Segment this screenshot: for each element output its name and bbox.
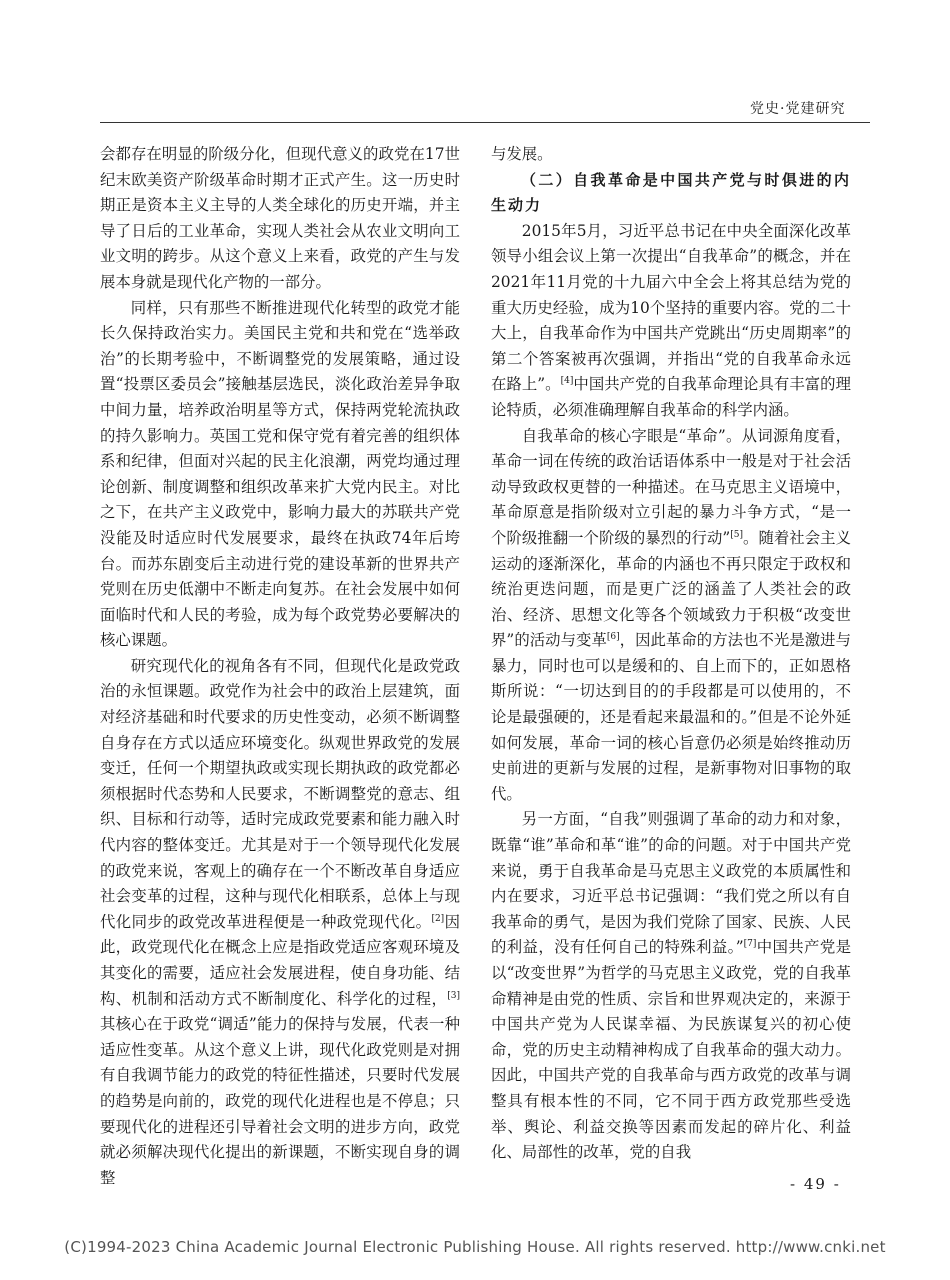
right-column [491,142,851,1166]
citation-ref[interactable]: [6] [606,632,620,643]
citation-ref[interactable]: [2] [431,913,445,924]
text-run: 中国共产党的自我革命理论具有丰富的理论特质，必须准确理解自我革命的科学内涵。 [491,375,851,419]
paragraph [491,424,851,808]
text-run: 其核心在于政党“调适”能力的保持与发展，代表一种适应性变革。从这个意义上讲，现代化政党则是对拥有自我调节能力的政党的特征性描述，只要时代发展的趋势是向前的，政党的现代化进程也是不停息；只要现代化的进程还引导着社会文明的进步方向，政党就必须解决现代化提出的新课题，不断实现自身的调整 [100,1015,460,1187]
section-heading: （二）自我革命是中国共产党与时俱进的内生动力 [491,170,851,215]
paragraph: 与发展。 [491,145,553,163]
header-divider [100,122,870,123]
citation-ref[interactable]: [3] [447,990,460,1001]
text-run: 因此，政党现代化在概念上应是指政党适应客观环境及其变化的需要，适应社会发展进程，使自身功能、结构、机制和活动方式不断制度化、科学化的过程， [100,912,460,1008]
citation-ref[interactable]: [7] [743,939,757,950]
paragraph: 同样，只有那些不断推进现代化转型的政党才能长久保持政治实力。美国民主党和共和党在“选举政治”的长期考验中，不断调整党的发展策略，通过设置“投票区委员会”接触基层选民，淡化政治差异争取中间力量，培养政治明星等方式，保持两党轮流执政的持久影响力。英国工党和保守党有着完善的组织体系和纪律，但面对兴起的民主化浪潮，两党均通过理论创新、制度调整和组织改革来扩大党内民主。对比之下，在共产主义政党中，影响力最大的苏联共产党没能及时适应时代发展要求，最终在执政74年后垮台。而苏东剧变后主动进行党的建设革新的世界共产党则在历史低潮中不断走向复苏。在社会发展中如何面临时代和人民的考验，成为每个政党势必要解决的核心课题。 [100,298,460,650]
text-run: 另一方面，“自我”则强调了革命的动力和对象，既靠“谁”革命和革“谁”的命的问题。对于中国共产党来说，勇于自我革命是马克思主义政党的本质属性和内在要求，习近平总书记强调：“我们党之所以有自我革命的勇气，是因为我们党除了国家、民族、人民的利益，没有任何自己的特殊利益。” [491,810,851,957]
paragraph [100,654,460,1191]
paragraph [491,219,851,424]
text-run: 2015年5月，习近平总书记在中央全面深化改革领导小组会议上第一次提出“自我革命”的概念，并在2021年11月党的十九届六中全会上将其总结为党的重大历史经验，成为10个坚持的重要内容。党的二十大上，自我革命作为中国共产党跳出“历史周期率”的第二个答案被再次强调，并指出“党的自我革命永远在路上”。 [491,221,851,394]
citation-ref[interactable]: [4] [560,376,574,387]
citation-ref[interactable]: [5] [730,529,743,540]
text-run: 研究现代化的视角各有不同，但现代化是政党政治的永恒课题。政党作为社会中的政治上层建筑，面对经济基础和时代要求的历史性变动，必须不断调整自身存在方式以适应环境变化。纵观世界政党的发展变迁，任何一个期望执政或实现长期执政的政党都必须根据时代态势和人民要求，不断调整党的意志、组织、目标和行动等，适时完成政党要素和能力融入时代内容的整体变迁。尤其是对于一个领导现代化发展的政党来说，客观上的确存在一个不断改革自身适应社会变革的过程，这种与现代化相联系，总体上与现代化同步的政党改革进程便是一种政党现代化。 [100,656,460,931]
paragraph: 会都存在明显的阶级分化，但现代意义的政党在17世纪末欧美资产阶级革命时期才正式产生。这一历史时期正是资本主义主导的人类全球化的历史开端，并主导了日后的工业革命，实现人类社会从农业文明向工业文明的跨步。从这个意义上来看，政党的产生与发展本身就是现代化产物的一部分。 [100,145,460,291]
page-number: - 49 - [790,1175,841,1193]
text-run: 中国共产党是以“改变世界”为哲学的马克思主义政党，党的自我革命精神是由党的性质、宗旨和世界观决定的，来源于中国共产党为人民谋幸福、为民族谋复兴的初心使命，党的历史主动精神构成了自我革命的强大动力。因此，中国共产党的自我革命与西方政党的改革与调整具有根本性的不同，它不同于西方政党那些受选举、舆论、利益交换等因素而发起的碎片化、利益化、局部性的改革，党的自我 [491,938,851,1162]
paragraph [491,807,851,1165]
left-column [100,142,460,1191]
copyright-footer: (C)1994-2023 China Academic Journal Electronic Publishing House. All rights reserved. http://www.cnki.net [64,1238,886,1256]
text-run: 自我革命的核心字眼是“革命”。从词源角度看，革命一词在传统的政治话语体系中一般是对于社会活动导致政权更替的一种描述。在马克思主义语境中，革命原意是指阶级对立引起的暴力斗争方式，“是一个阶级推翻一个阶级的暴烈的行动” [491,426,851,547]
text-run: 。随着社会主义运动的逐渐深化，革命的内涵也不再只限定于政权和统治更迭问题，而是更广泛的涵盖了人类社会的政治、经济、思想文化等各个领域致力于积极“改变世界”的活动与变革 [491,528,851,650]
text-run: ，因此革命的方法也不光是激进与暴力，同时也可以是缓和的、自上而下的，正如恩格斯所说：“一切达到目的的手段都是可以使用的，不论是最强硬的，还是看起来最温和的。”但是不论外延如何发展，革命一词的核心旨意仍必须是始终推动历史前进的更新与发展的过程，是新事物对旧事物的取代。 [491,631,851,803]
running-header: 党史·党建研究 [750,101,846,117]
